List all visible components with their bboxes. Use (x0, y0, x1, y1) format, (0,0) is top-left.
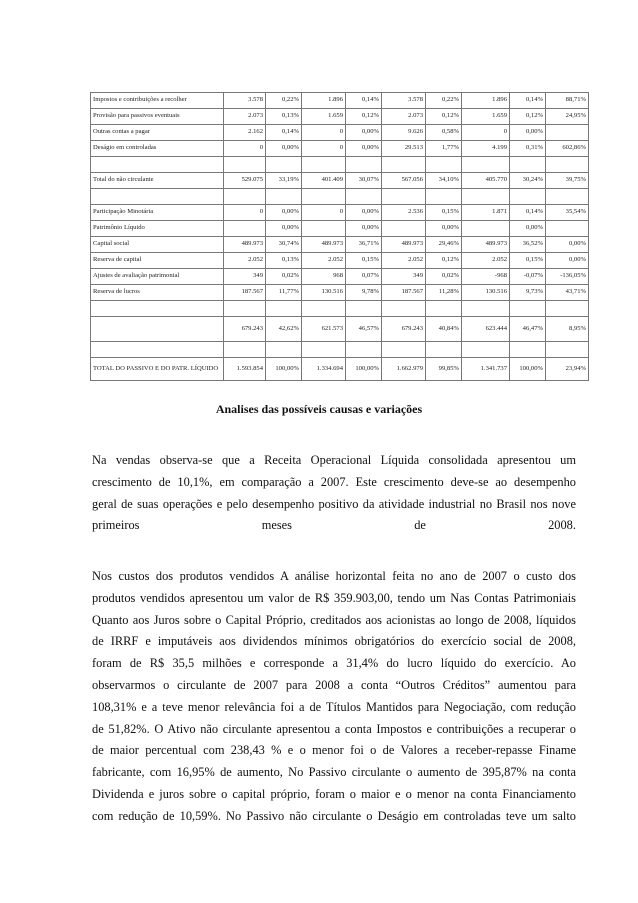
table-cell: 40,84% (426, 317, 462, 342)
table-cell (510, 301, 546, 317)
table-cell: 0,02% (426, 269, 462, 285)
table-cell (546, 221, 589, 237)
table-cell (462, 342, 510, 358)
table-cell: 0,07% (346, 269, 382, 285)
table-cell: 1.593.854 (224, 358, 266, 381)
row-label: Deságio em controladas (91, 141, 224, 157)
table-cell: 100,00% (266, 358, 302, 381)
table-cell: 0,22% (426, 93, 462, 109)
text-line: com redução de 10,59%. No Passivo não circulante o Deságio em controladas teve um salto (92, 808, 576, 823)
table-cell (224, 342, 266, 358)
table-row (91, 342, 589, 358)
table-cell: 187.567 (224, 285, 266, 301)
table-cell: 100,00% (510, 358, 546, 381)
table-row (91, 205, 589, 221)
table-cell: 0,00% (426, 221, 462, 237)
table-cell: 529.075 (224, 173, 266, 189)
table-cell: 46,47% (510, 317, 546, 342)
table-cell: 0,14% (346, 93, 382, 109)
table-row (91, 285, 589, 301)
row-label (91, 189, 224, 205)
table-cell: 0,14% (510, 205, 546, 221)
row-label (91, 342, 224, 358)
table-cell (224, 189, 266, 205)
table-cell: 2.073 (382, 109, 426, 125)
table-row (91, 269, 589, 285)
text-line: produtos vendidos apresentou um valor de R$ 359.903,00, tendo um Nas Contas Patrimoniais (92, 590, 576, 605)
table-cell (346, 157, 382, 173)
text-line: geral de suas operações e pelo desempenho positivo da atividade industrial no Brasil nos nove (92, 496, 576, 511)
table-cell: 1.659 (302, 109, 346, 125)
table-cell (382, 301, 426, 317)
table-cell (426, 157, 462, 173)
table-cell: 2.052 (382, 253, 426, 269)
table-cell: 0 (462, 125, 510, 141)
row-label: TOTAL DO PASSIVO E DO PATR. LÍQUIDO (91, 358, 224, 381)
table-cell: 0,00% (266, 221, 302, 237)
table-cell (426, 189, 462, 205)
table-cell: 1.871 (462, 205, 510, 221)
table-cell: 0,12% (426, 253, 462, 269)
table-row (91, 93, 589, 109)
table-cell: 24,95% (546, 109, 589, 125)
table-cell (266, 189, 302, 205)
table-cell: 0,14% (266, 125, 302, 141)
table-cell: 0,00% (546, 253, 589, 269)
table-cell (302, 189, 346, 205)
table-cell: 679.243 (382, 317, 426, 342)
paragraph-vendas (92, 450, 576, 537)
table-cell: 0 (302, 141, 346, 157)
table-cell: 2.052 (302, 253, 346, 269)
table-cell (302, 221, 346, 237)
table-cell: 0,00% (510, 125, 546, 141)
table-cell: 1.341.737 (462, 358, 510, 381)
table-cell: 401.409 (302, 173, 346, 189)
table-cell: 0,15% (346, 253, 382, 269)
table-cell (382, 189, 426, 205)
table-cell: 33,19% (266, 173, 302, 189)
table-row (91, 253, 589, 269)
table-row (91, 125, 589, 141)
section-heading: Analises das possíveis causas e variações (215, 402, 423, 416)
table-cell: 489.973 (382, 237, 426, 253)
table-cell: 2.052 (224, 253, 266, 269)
text-line: de IRRF e imputáveis aos dividendos mínimos obrigatórios do exercício social de 2008, (92, 634, 576, 649)
table-cell: 4.199 (462, 141, 510, 157)
table-cell: 9.626 (382, 125, 426, 141)
table-cell: 8,95% (546, 317, 589, 342)
row-label (91, 301, 224, 317)
table-cell (346, 301, 382, 317)
table-cell: 43,71% (546, 285, 589, 301)
table-cell: 0,31% (510, 141, 546, 157)
table-cell: 0,13% (266, 253, 302, 269)
table-cell: 99,85% (426, 358, 462, 381)
table-cell: 0,15% (426, 205, 462, 221)
row-label: Total do não circulante (91, 173, 224, 189)
table-cell (546, 301, 589, 317)
table-cell: 0,00% (346, 141, 382, 157)
table-cell: 679.243 (224, 317, 266, 342)
table-cell: 0,12% (510, 109, 546, 125)
text-line: fabricante, com 16,95% de aumento, No Passivo circulante o aumento de 395,87% na conta (92, 765, 576, 780)
table-cell (510, 189, 546, 205)
table-cell: 405.770 (462, 173, 510, 189)
table-cell: 0 (224, 141, 266, 157)
table-cell: 42,62% (266, 317, 302, 342)
row-label: Reserva de capital (91, 253, 224, 269)
table-cell: 0,02% (266, 269, 302, 285)
table-cell: 36,71% (346, 237, 382, 253)
row-label (91, 317, 224, 342)
table-cell (510, 157, 546, 173)
word: primeiros (92, 518, 140, 533)
table-cell: 130.516 (302, 285, 346, 301)
table-row (91, 237, 589, 253)
table-cell: 100,00% (346, 358, 382, 381)
table-cell: 0,00% (510, 221, 546, 237)
table-cell: 35,54% (546, 205, 589, 221)
table-cell: 0,00% (266, 205, 302, 221)
table-row (91, 141, 589, 157)
table-cell: 0,00% (346, 205, 382, 221)
row-label: Impostos e contribuições a recolher (91, 93, 224, 109)
table-cell: 1.334.694 (302, 358, 346, 381)
table-row (91, 358, 589, 381)
table-cell: 623.444 (462, 317, 510, 342)
table-cell: 489.973 (224, 237, 266, 253)
table-cell: 88,71% (546, 93, 589, 109)
table-cell (462, 221, 510, 237)
text-line: de 51,82%. O Ativo não circulante apresentou a conta Impostos e contribuições a recuperar o (92, 721, 576, 736)
text-line (92, 515, 576, 537)
table-cell: 1.662.979 (382, 358, 426, 381)
table-cell (382, 342, 426, 358)
text-line: observarmos o circulante de 2007 para 2008 a conta “Outros Créditos” aumentou para (92, 677, 576, 692)
table-row (91, 109, 589, 125)
table-cell: 11,28% (426, 285, 462, 301)
table-cell (382, 221, 426, 237)
table-cell: 489.973 (462, 237, 510, 253)
table-cell: 36,52% (510, 237, 546, 253)
word: meses (261, 518, 292, 533)
table-cell: -136,05% (546, 269, 589, 285)
table-cell (462, 157, 510, 173)
row-label: Patrimônio Líquido (91, 221, 224, 237)
table-row (91, 221, 589, 237)
table-cell: 0,12% (426, 109, 462, 125)
table-cell: 2.536 (382, 205, 426, 221)
table-cell (346, 342, 382, 358)
table-cell (266, 157, 302, 173)
table-cell (266, 342, 302, 358)
table-cell: 1.659 (462, 109, 510, 125)
text-line: crescimento de 10,1%, em comparação a 2007. Este crescimento deve-se ao desempenho (92, 474, 576, 489)
table-cell: 0 (302, 125, 346, 141)
table-cell (224, 301, 266, 317)
table-cell: 30,07% (346, 173, 382, 189)
table-cell (302, 342, 346, 358)
table-cell (462, 301, 510, 317)
table-cell: 2.052 (462, 253, 510, 269)
table-cell: 0 (302, 205, 346, 221)
row-label: Outras contas a pagar (91, 125, 224, 141)
text-line: Nos custos dos produtos vendidos A análise horizontal feita no ano de 2007 o custo dos (92, 569, 576, 583)
table-cell: 489.973 (302, 237, 346, 253)
table-cell: 0,58% (426, 125, 462, 141)
table-cell (426, 301, 462, 317)
table-cell: 29.513 (382, 141, 426, 157)
table-cell: 349 (224, 269, 266, 285)
table-cell: 2.162 (224, 125, 266, 141)
table-cell: 968 (302, 269, 346, 285)
table-cell: 621.573 (302, 317, 346, 342)
paragraph-custos (92, 566, 576, 828)
table-cell (382, 157, 426, 173)
text-line: foram de R$ 35,5 milhões e corresponde a 31,4% do lucro líquido do exercício. Ao (92, 656, 576, 671)
table-cell: 1.896 (302, 93, 346, 109)
table-row (91, 317, 589, 342)
table-cell: 29,46% (426, 237, 462, 253)
table-cell: 0,12% (346, 109, 382, 125)
table-cell: 3.578 (224, 93, 266, 109)
table-cell (510, 342, 546, 358)
table-cell: 3.578 (382, 93, 426, 109)
table-cell (224, 221, 266, 237)
table-cell (302, 301, 346, 317)
balance-sheet-table (90, 92, 589, 381)
table-cell: -968 (462, 269, 510, 285)
table-cell: 9,73% (510, 285, 546, 301)
table-cell: 11,77% (266, 285, 302, 301)
text-line: Dividenda e juros sobre o capital próprio, foram o maior e o menor na conta Financiamento (92, 786, 576, 801)
table-cell: 187.567 (382, 285, 426, 301)
row-label: Reserva de lucros (91, 285, 224, 301)
table-cell (462, 189, 510, 205)
table-cell (546, 189, 589, 205)
table-cell (346, 189, 382, 205)
table-row (91, 189, 589, 205)
table-cell: 46,57% (346, 317, 382, 342)
table-cell (426, 342, 462, 358)
table-cell: 34,10% (426, 173, 462, 189)
table-cell: 1.896 (462, 93, 510, 109)
table-cell: 0,00% (346, 221, 382, 237)
table-cell (546, 342, 589, 358)
table-cell: 0,00% (546, 237, 589, 253)
table-cell (546, 157, 589, 173)
table-cell: 602,86% (546, 141, 589, 157)
table-cell (302, 157, 346, 173)
table-cell: 1,77% (426, 141, 462, 157)
word: de (414, 518, 426, 533)
table-cell: -0,07% (510, 269, 546, 285)
text-line: Quanto aos Juros sobre o Capital Próprio, creditados aos acionistas ao longo de 2008, líquidos (92, 612, 576, 627)
table-row (91, 301, 589, 317)
table-cell: 130.516 (462, 285, 510, 301)
table-cell: 2.073 (224, 109, 266, 125)
table-cell: 0,00% (346, 125, 382, 141)
table-cell (266, 301, 302, 317)
text-line: de maior percentual com 238,43 % e o menor foi o de Valores a receber-repasse Finame (92, 743, 576, 758)
table-cell: 0,22% (266, 93, 302, 109)
table-cell (546, 125, 589, 141)
row-label: Participação Minotária (91, 205, 224, 221)
table-cell: 0,13% (266, 109, 302, 125)
table-cell: 0,14% (510, 93, 546, 109)
table-cell: 567.056 (382, 173, 426, 189)
word: 2008. (548, 518, 576, 533)
table-cell: 0 (224, 205, 266, 221)
row-label (91, 157, 224, 173)
row-label: Capital social (91, 237, 224, 253)
text-line: Na vendas observa-se que a Receita Operacional Líquida consolidada apresentou um (92, 453, 576, 467)
table-cell: 0,15% (510, 253, 546, 269)
text-line: 108,31% e a teve menor relevância foi a de Títulos Mantidos para Negociação, com redução (92, 699, 576, 714)
table-cell: 9,78% (346, 285, 382, 301)
table-cell: 0,00% (266, 141, 302, 157)
table-cell (224, 157, 266, 173)
table-row (91, 173, 589, 189)
table-cell: 349 (382, 269, 426, 285)
table-cell: 39,75% (546, 173, 589, 189)
table-cell: 30,74% (266, 237, 302, 253)
table-cell: 30,24% (510, 173, 546, 189)
table-cell: 23,94% (546, 358, 589, 381)
table-row (91, 157, 589, 173)
row-label: Ajustes de avaliação patrimonial (91, 269, 224, 285)
row-label: Provisão para passivos eventuais (91, 109, 224, 125)
